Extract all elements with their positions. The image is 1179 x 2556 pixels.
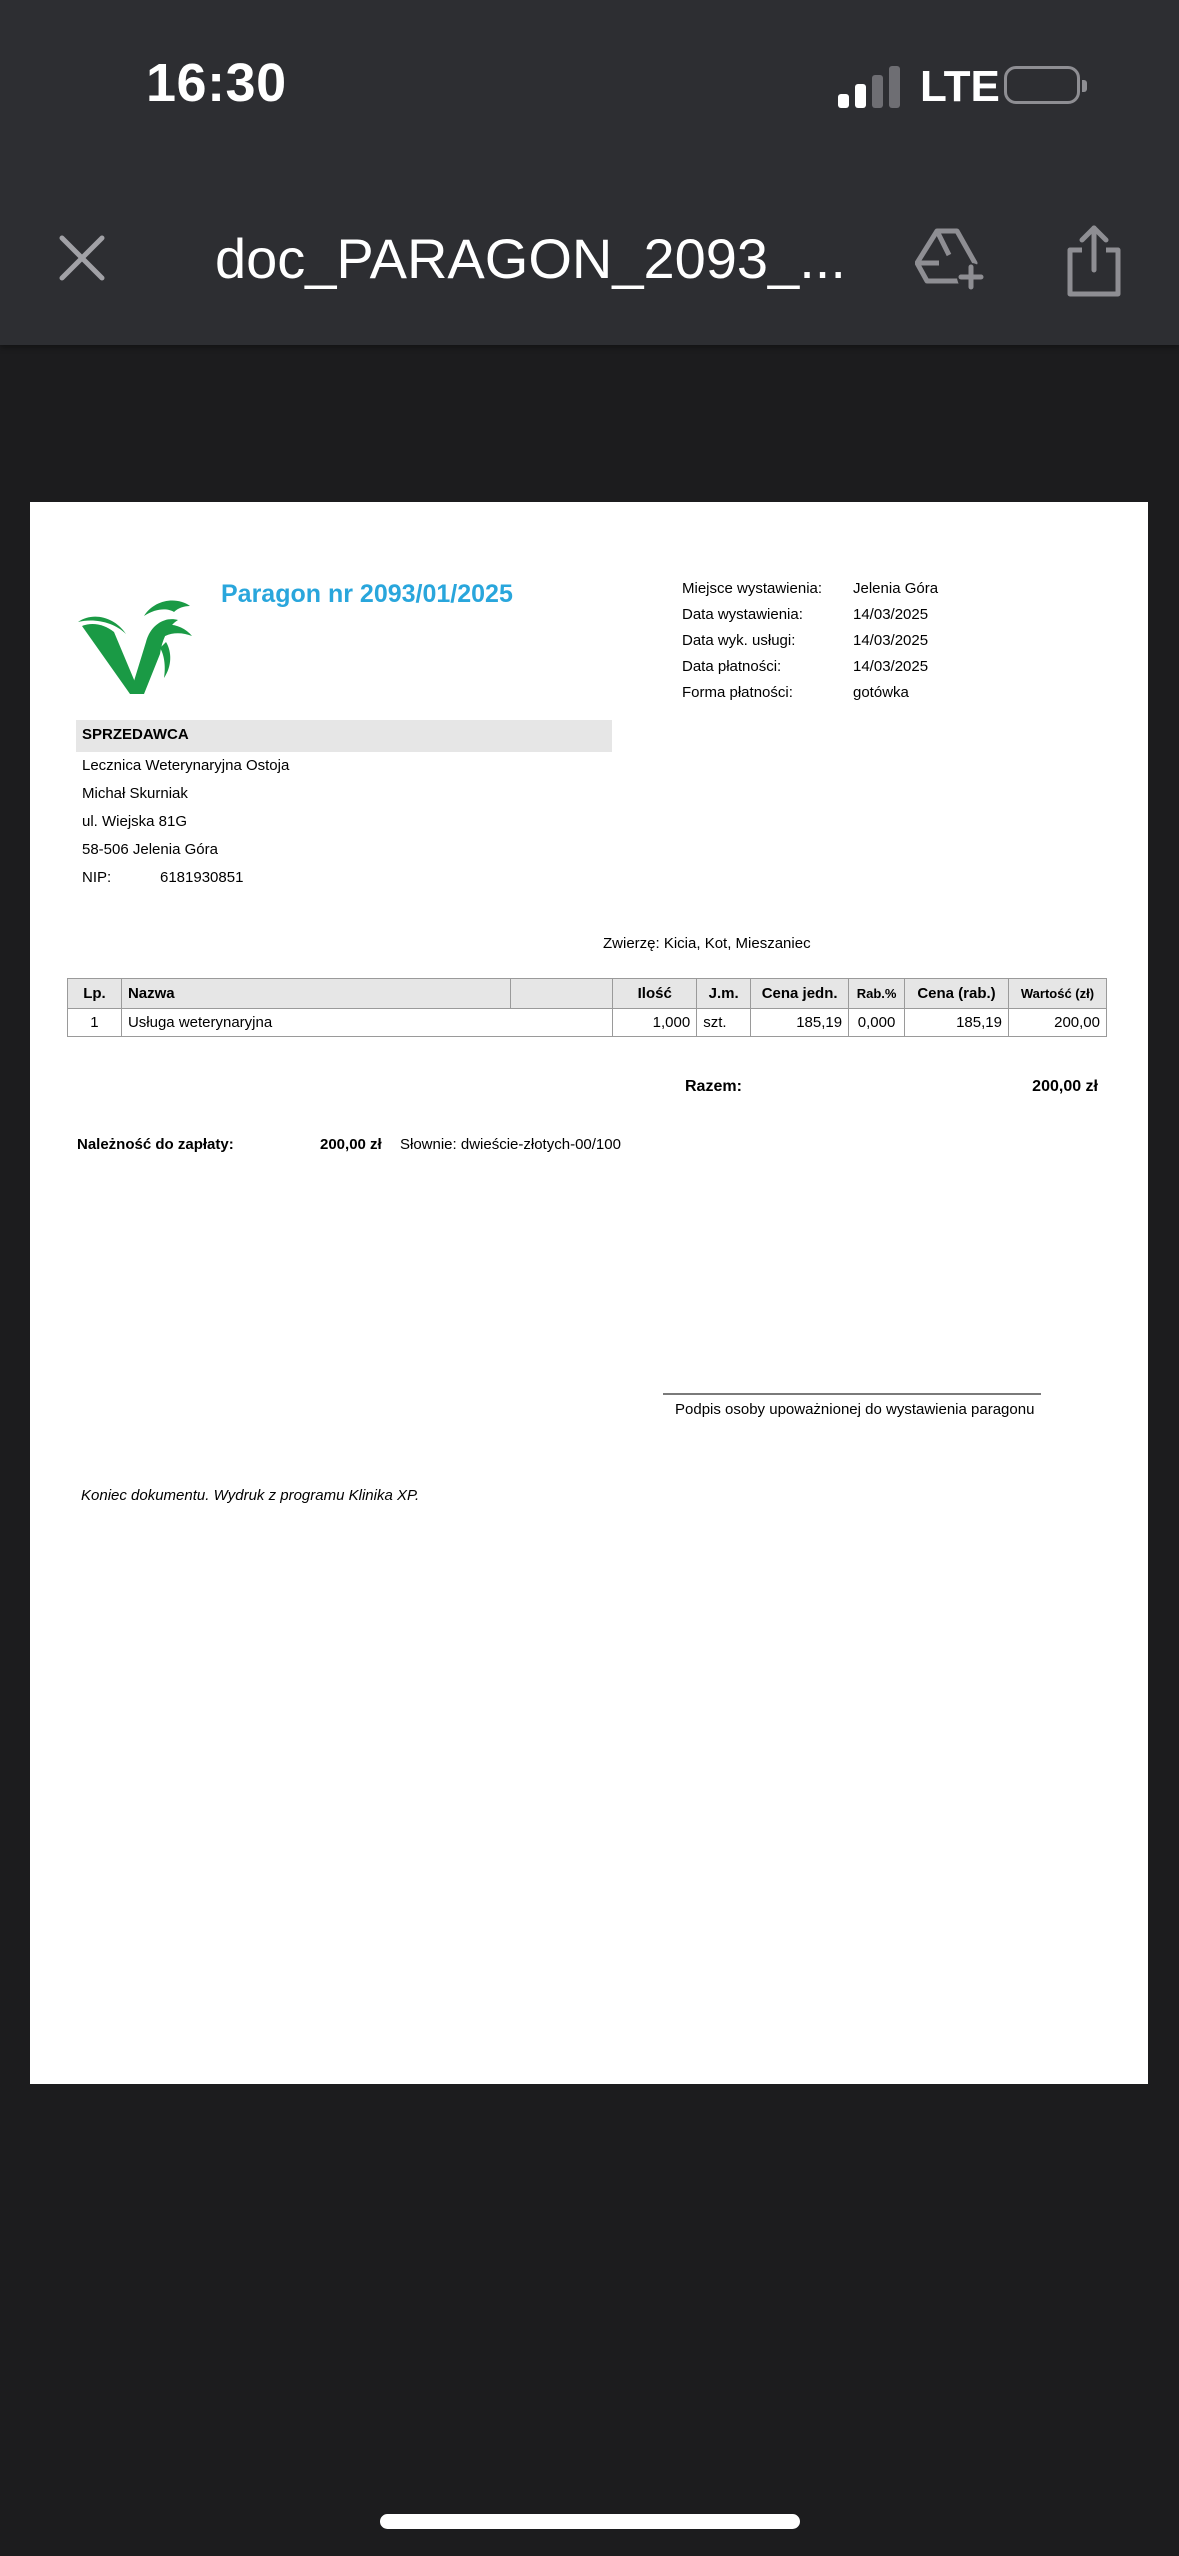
close-icon [52,228,112,288]
document-page: Paragon nr 2093/01/2025 Miejsce wystawienia: Jelenia Góra Data wystawienia: 14/03/2025 Data wyk. usługi: 14/03/2025 Data płatności: 14/03/2025 Forma płatności: gotówka SPRZEDAWCA Lecznica Weterynaryjna Ostoja Michał Skurniak ul. Wiejska 81G 58-506 Jelenia Góra NIP: 6181930851 Zwierzę: Kicia, Kot, Mieszaniec Lp. Nazwa Ilość J.m. Cena jedn. Rab.% Cena (rab.) Wartość (zł) 1 Usługa weterynaryjna 1,000 szt. 185,19 0,000 185,19 200,00 Razem: 200,00 zł Należność do zapłaty: 200,00 zł Słownie: dwieście-złotych-00/100 Podpis osoby upoważnionej do wystawienia paragonu Koniec dokumentu. Wydruk z programu Klinika XP. [30,502,1148,2084]
cell-rab: 0,000 [849,1009,905,1037]
col-wartosc: Wartość (zł) [1008,979,1106,1009]
seller-name: Lecznica Weterynaryjna Ostoja [82,757,290,774]
col-cena-rab: Cena (rab.) [905,979,1009,1009]
cell-jm: szt. [697,1009,751,1037]
status-time: 16:30 [146,53,287,113]
network-type: LTE [920,62,1000,111]
cell-cena-rab: 185,19 [905,1009,1009,1037]
seller-street: ul. Wiejska 81G [82,813,188,830]
col-empty [511,979,613,1009]
clinic-logo [74,582,200,700]
cell-nazwa: Usługa weterynaryjna [121,1009,612,1037]
nip-label: NIP: [82,869,112,886]
home-indicator[interactable] [380,2514,800,2529]
receipt-title: Paragon nr 2093/01/2025 [221,580,513,608]
seller-nip [76,864,612,892]
document-footer-note: Koniec dokumentu. Wydruk z programu Klinika XP. [81,1487,420,1504]
seller-city: 58-506 Jelenia Góra [82,841,218,858]
total-value: 200,00 zł [1032,1078,1098,1095]
document-title: doc_PARAGON_2093_... [215,227,846,290]
seller-block [76,720,612,892]
table-row [68,1009,1107,1037]
col-nazwa: Nazwa [121,979,510,1009]
share-button[interactable] [1064,222,1124,298]
add-to-drive-icon [915,225,987,293]
col-cena: Cena jedn. [751,979,849,1009]
col-lp: Lp. [68,979,122,1009]
seller-person: Michał Skurniak [82,785,188,802]
seller-heading: SPRZEDAWCA [76,720,612,752]
battery-icon [1004,66,1080,104]
col-rab: Rab.% [849,979,905,1009]
col-jm: J.m. [697,979,751,1009]
table-header-row [68,979,1107,1009]
animal-info: Zwierzę: Kicia, Kot, Mieszaniec [603,935,811,952]
cell-wartosc: 200,00 [1008,1009,1106,1037]
total-label: Razem: [685,1078,742,1095]
amount-in-words: Słownie: dwieście-złotych-00/100 [400,1136,621,1153]
amount-due-label: Należność do zapłaty: [77,1136,234,1153]
amount-due-value: 200,00 zł [320,1136,382,1153]
cell-lp: 1 [68,1009,122,1037]
add-to-drive-button[interactable] [915,225,987,293]
col-ilosc: Ilość [613,979,697,1009]
signal-strength-icon [838,66,900,108]
signature-line [663,1393,1041,1395]
items-table [67,978,1107,1037]
nip-value: 6181930851 [160,869,244,886]
share-icon [1064,222,1124,298]
top-bar [0,0,1179,345]
cell-cena: 185,19 [751,1009,849,1037]
cell-ilosc: 1,000 [613,1009,697,1037]
close-button[interactable] [52,228,112,288]
signature-caption: Podpis osoby upoważnionej do wystawienia paragonu [675,1401,1035,1418]
